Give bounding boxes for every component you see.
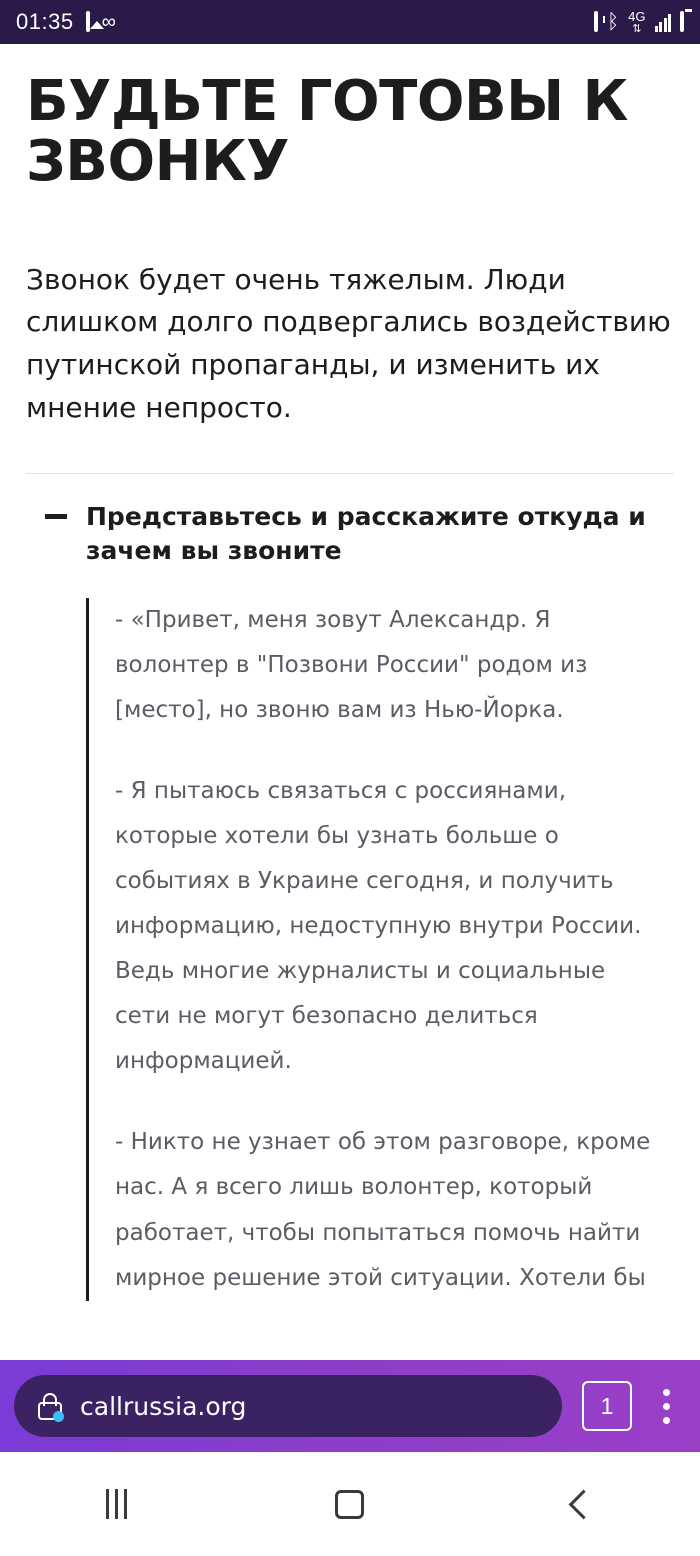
- back-icon: [568, 1489, 598, 1519]
- alarm-icon: [594, 14, 598, 30]
- address-bar[interactable]: [14, 1375, 562, 1437]
- home-button[interactable]: [290, 1452, 410, 1556]
- network-arrows-icon: ⇅: [632, 22, 642, 35]
- signal-bars-icon: [655, 12, 672, 32]
- status-bar-left: [16, 9, 140, 35]
- page-title: БУДЬТЕ ГОТОВЫ К ЗВОНКУ: [26, 69, 628, 195]
- accordion-toggle-button[interactable]: [26, 500, 86, 1301]
- tab-switcher-button[interactable]: 1: [582, 1381, 632, 1431]
- recents-icon: [106, 1489, 127, 1519]
- page-content: [0, 44, 700, 1301]
- status-bar-right: [594, 10, 684, 35]
- quote-paragraph: - Никто не узнает об этом разговоре, кроме нас. А я всего лишь волонтер, который работает, чтобы попытаться помочь найти мирное решение этой ситуации. Хотели бы: [115, 1129, 651, 1291]
- kebab-menu-icon[interactable]: [646, 1380, 686, 1432]
- webpage-viewport[interactable]: [0, 44, 700, 1360]
- network-4g-icon: [628, 10, 645, 35]
- bluetooth-icon: ᛒ: [607, 11, 620, 33]
- infinity-icon: ∞: [101, 11, 116, 33]
- accordion-quote-block: [86, 598, 666, 1301]
- accordion-content: [86, 500, 674, 1301]
- minus-icon: [45, 514, 67, 519]
- quote-paragraph: - Я пытаюсь связаться с россиянами, которые хотели бы узнать больше о событиях в Украине сегодня, и получить информацию, недоступную внутри России. Ведь многие журналисты и социальные сети не могут безопасно делиться информацией.: [115, 777, 642, 1075]
- home-icon: [335, 1490, 364, 1519]
- android-nav-bar: [0, 1452, 700, 1556]
- back-button[interactable]: [523, 1452, 643, 1556]
- lock-icon: [36, 1391, 64, 1421]
- accordion-title: Представьтесь и расскажите откуда и зачем вы звоните: [86, 502, 646, 565]
- address-bar-url: callrussia.org: [80, 1391, 247, 1421]
- status-clock: 01:35: [16, 9, 74, 34]
- image-icon: [86, 14, 90, 30]
- status-bar: [0, 0, 700, 44]
- recents-button[interactable]: [57, 1452, 177, 1556]
- accordion-item[interactable]: [26, 474, 674, 1301]
- quote-paragraph: - «Привет, меня зовут Александр. Я волонтер в "Позвони России" родом из [место], но звоню вам из Нью-Йорка.: [115, 606, 588, 723]
- page-lede: Звонок будет очень тяжелым. Люди слишком долго подвергались воздействию путинской пропаганды, и изменить их мнение непросто.: [26, 262, 671, 424]
- battery-icon: [680, 14, 684, 30]
- browser-toolbar: [0, 1360, 700, 1452]
- network-4g-label: 4G: [628, 8, 646, 24]
